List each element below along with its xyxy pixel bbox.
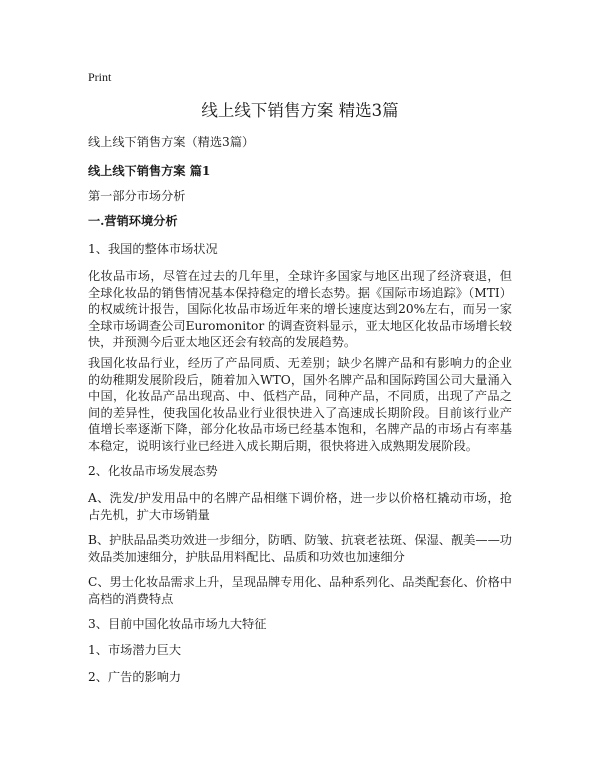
document-title: 线上线下销售方案 精选3篇 bbox=[201, 101, 399, 120]
document-subtitle: 线上线下销售方案（精选3篇） bbox=[88, 135, 255, 149]
item-nine-features: 3、目前中国化妆品市场九大特征 bbox=[88, 617, 267, 631]
item-overall-market: 1、我国的整体市场状况 bbox=[88, 242, 218, 256]
item-market-trend: 2、化妆品市场发展态势 bbox=[88, 464, 218, 478]
section-heading: 线上线下销售方案 篇1 bbox=[88, 164, 211, 178]
trend-c: C、男士化妆品需求上升，呈现品牌专用化、品种系列化、品类配套化、价格中高档的消费特点 bbox=[88, 575, 512, 606]
feature-ad-influence: 2、广告的影响力 bbox=[88, 670, 182, 684]
trend-a: A、洗发/护发用品中的名牌产品相继下调价格，进一步以价格杠撬动市场，抢占先机，扩大市场销量 bbox=[88, 491, 512, 522]
print-label[interactable]: Print bbox=[88, 70, 112, 84]
paragraph-china-market: 我国化妆品行业，经历了产品同质、无差别；缺少名牌产品和有影响力的企业的幼稚期发展阶段后，随着加入WTO，国外名牌产品和国际跨国公司大量涌入中国，化妆品产品出现高、中、低档产品，同种产品，不同质，出现了产品之间的差异性，使我国化妆品业行业很快进入了高速成长期阶段。目前该行业产值增长率逐渐下降，部分化妆品市场已经基本饱和，名牌产品的市场占有率基本稳定，说明该行业已经进入成长期后期，很快将进入成熟期发展阶段。 bbox=[88, 356, 512, 453]
paragraph-global-market: 化妆品市场，尽管在过去的几年里，全球许多国家与地区出现了经济衰退，但全球化妆品的销售情况基本保持稳定的增长态势。据《国际市场追踪》（MTI）的权威统计报告，国际化妆品市场近年来的增长速度达到20%左右，而另一家全球市场调查公司Euromonitor 的调查资料显示，亚太地区化妆品市场增长较快，并预测今后亚太地区还会有较高的发展趋势。 bbox=[88, 269, 512, 349]
env-heading: 一.营销环境分析 bbox=[88, 214, 178, 228]
part-heading: 第一部分市场分析 bbox=[88, 189, 186, 203]
feature-market-potential: 1、市场潜力巨大 bbox=[88, 643, 182, 657]
trend-b: B、护肤品品类功效进一步细分，防晒、防皱、抗衰老祛斑、保湿、靓美——功效品类加速细分，护肤品用料配比、品质和功效也加速细分 bbox=[88, 533, 512, 564]
